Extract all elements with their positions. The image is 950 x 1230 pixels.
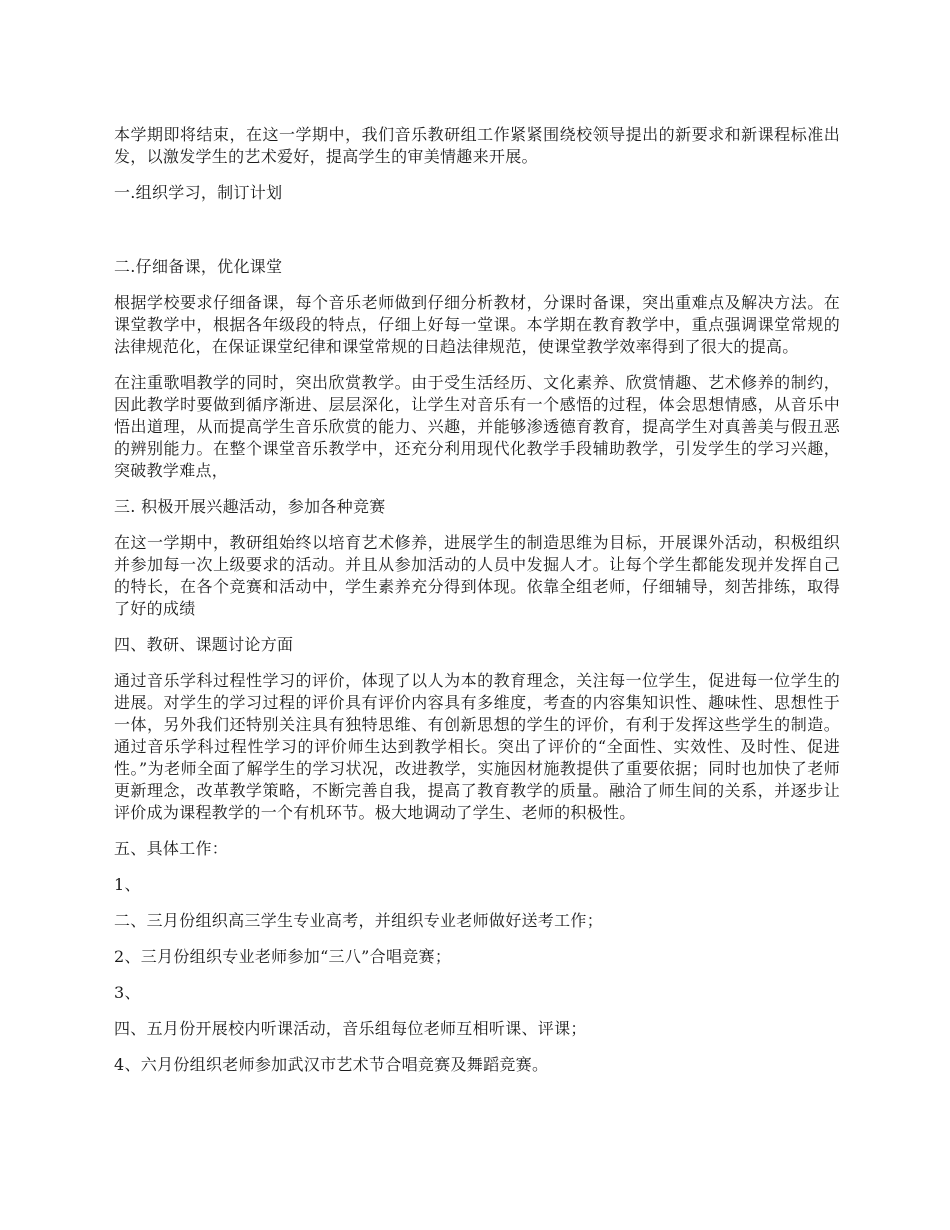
- section-1-spacer: [114, 218, 840, 256]
- section-5-heading: 五、具体工作：: [114, 839, 229, 858]
- section-1-heading: 一.组织学习，制订计划: [114, 183, 283, 202]
- work-item: 二、三月份组织高三学生专业高考，并组织专业老师做好送考工作；: [114, 911, 604, 930]
- section-2-paragraph-1: 根据学校要求仔细备课，每个音乐老师做到仔细分析教材，分课时备课，突出重难点及解决方法。在课堂教学中，根据各年级段的特点，仔细上好每一堂课。本学期在教育教学中，重点强调课堂常规的法律规范化，在保证课堂纪律和课堂常规的日趋法律规范，使课堂教学效率得到了很大的提高。: [114, 293, 840, 356]
- section-3-paragraph: 在这一学期中，教研组始终以培育艺术修养，进展学生的制造思维为目标，开展课外活动，积极组织并参加每一次上级要求的活动。并且从参加活动的人员中发掘人才。让每个学生都能发现并发挥自己的特长，在各个竞赛和活动中，学生素养充分得到体现。依靠全组老师，仔细辅导，刻苦排练，取得了好的成绩: [114, 533, 840, 618]
- section-3-heading: 三. 积极开展兴趣活动，参加各种竞赛: [114, 497, 386, 516]
- section-4-heading: 四、教研、课题讨论方面: [114, 635, 294, 654]
- work-item: 四、五月份开展校内听课活动，音乐组每位老师互相听课、评课；: [114, 1019, 587, 1038]
- section-2-paragraph-2: 在注重歌唱教学的同时，突出欣赏教学。由于受生活经历、文化素养、欣赏情趣、艺术修养的制约，因此教学时要做到循序渐进、层层深化，让学生对音乐有一个感悟的过程，体会思想情感，从音乐中悟出道理，从而提高学生音乐欣赏的能力、兴趣，并能够渗透德育教育，提高学生对真善美与假丑恶的辨别能力。在整个课堂音乐教学中，还充分利用现代化教学手段辅助教学，引发学生的学习兴趣，突破教学难点，: [114, 373, 840, 480]
- section-2-heading: 二.仔细备课，优化课堂: [114, 257, 283, 276]
- work-item: 3、: [114, 983, 141, 1002]
- document-body: [114, 124, 840, 1090]
- work-item: 1、: [114, 875, 141, 894]
- work-item: 4、六月份组织老师参加武汉市艺术节合唱竞赛及舞蹈竞赛。: [114, 1055, 549, 1074]
- intro-paragraph: 本学期即将结束，在这一学期中，我们音乐教研组工作紧紧围绕校领导提出的新要求和新课程标准出发，以激发学生的艺术爱好，提高学生的审美情趣来开展。: [114, 125, 840, 166]
- work-item: 2、三月份组织专业老师参加“三八”合唱竞赛；: [114, 947, 452, 966]
- section-4-paragraph: 通过音乐学科过程性学习的评价，体现了以人为本的教育理念，关注每一位学生，促进每一位学生的进展。对学生的学习过程的评价具有评价内容具有多维度，考查的内容集知识性、趣味性、思想性于一体，另外我们还特别关注具有独特思维、有创新思想的学生的评价，有利于发挥这些学生的制造。通过音乐学科过程性学习的评价师生达到教学相长。突出了评价的“全面性、实效性、及时性、促进性。”为老师全面了解学生的学习状况，改进教学，实施因材施教提供了重要依据；同时也加快了老师更新理念，改革教学策略，不断完善自我，提高了教育教学的质量。融洽了师生间的关系，并逐步让评价成为课程教学的一个有机环节。极大地调动了学生、老师的积极性。: [114, 671, 840, 822]
